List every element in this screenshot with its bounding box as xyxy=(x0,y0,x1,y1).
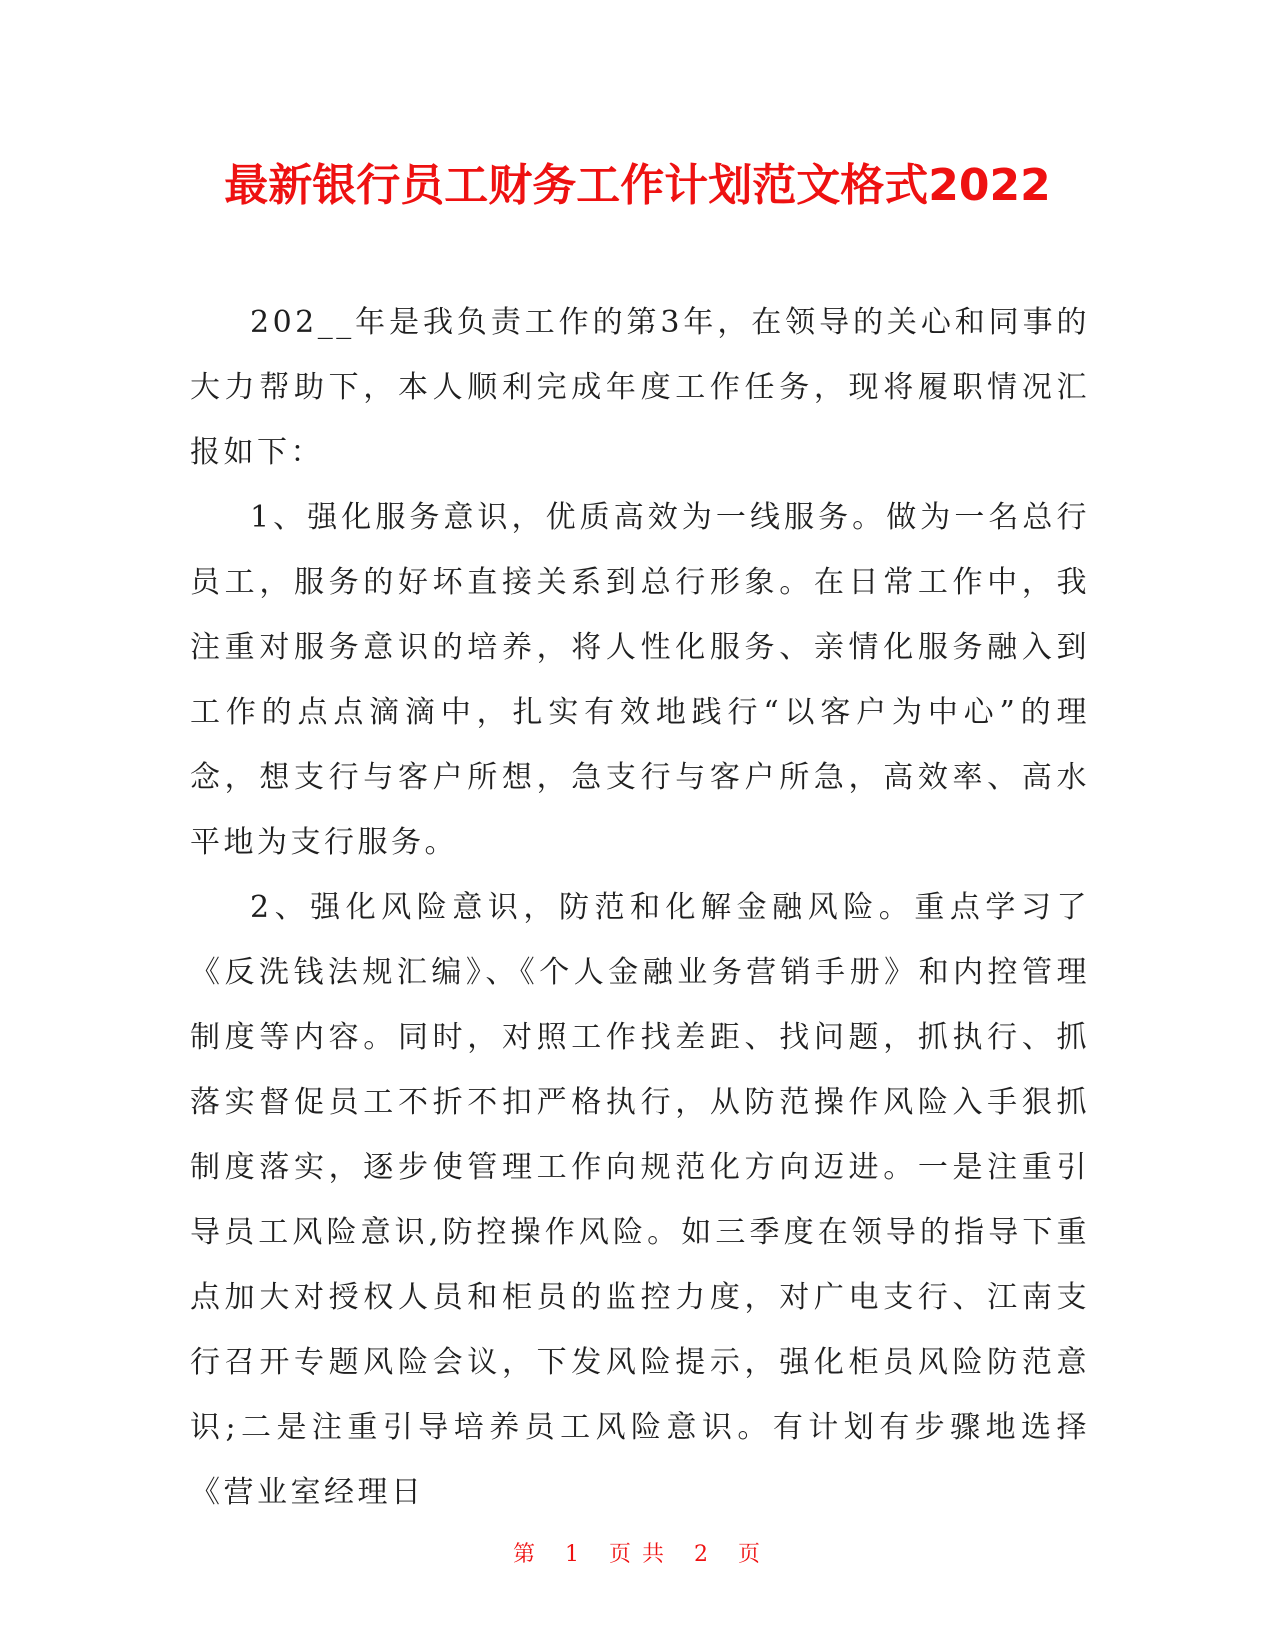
footer-current-page: 1 xyxy=(565,1542,581,1567)
paragraph-intro: 202__年是我负责工作的第3年，在领导的关心和同事的大力帮助下，本人顺利完成年度工作任务，现将履职情况汇报如下： xyxy=(190,305,1090,470)
footer-prefix: 第 xyxy=(512,1542,537,1567)
paragraph-risk-awareness: 2、强化风险意识，防范和化解金融风险。重点学习了《反洗钱法规汇编》、《个人金融业务营销手册》和内控管理制度等内容。同时，对照工作找差距、找问题，抓执行、抓落实督促员工不折不扣严格执行，从防范操作风险入手狠抓制度落实，逐步使管理工作向规范化方向迈进。一是注重引导员工风险意识,防控操作风险。如三季度在领导的指导下重点加大对授权人员和柜员的监控力度，对广电支行、江南支行召开专题风险会议，下发风险提示，强化柜员风险防范意识;二是注重引导培养员工风险意识。有计划有步骤地选择《营业室经理日 xyxy=(190,890,1090,1510)
paragraph-service-awareness: 1、强化服务意识，优质高效为一线服务。做为一名总行员工，服务的好坏直接关系到总行形象。在日常工作中，我注重对服务意识的培养，将人性化服务、亲情化服务融入到工作的点点滴滴中，扎实有效地践行“以客户为中心”的理念，想支行与客户所想，急支行与客户所急，高效率、高水平地为支行服务。 xyxy=(190,500,1090,860)
footer-suffix: 页 xyxy=(738,1542,763,1567)
document-title: 最新银行员工财务工作计划范文格式2022 xyxy=(224,160,1051,211)
footer-total-pages: 2 xyxy=(694,1542,710,1567)
document-body xyxy=(190,290,1090,1525)
footer-middle: 页 共 xyxy=(609,1542,666,1567)
page-footer xyxy=(0,1540,1275,1570)
